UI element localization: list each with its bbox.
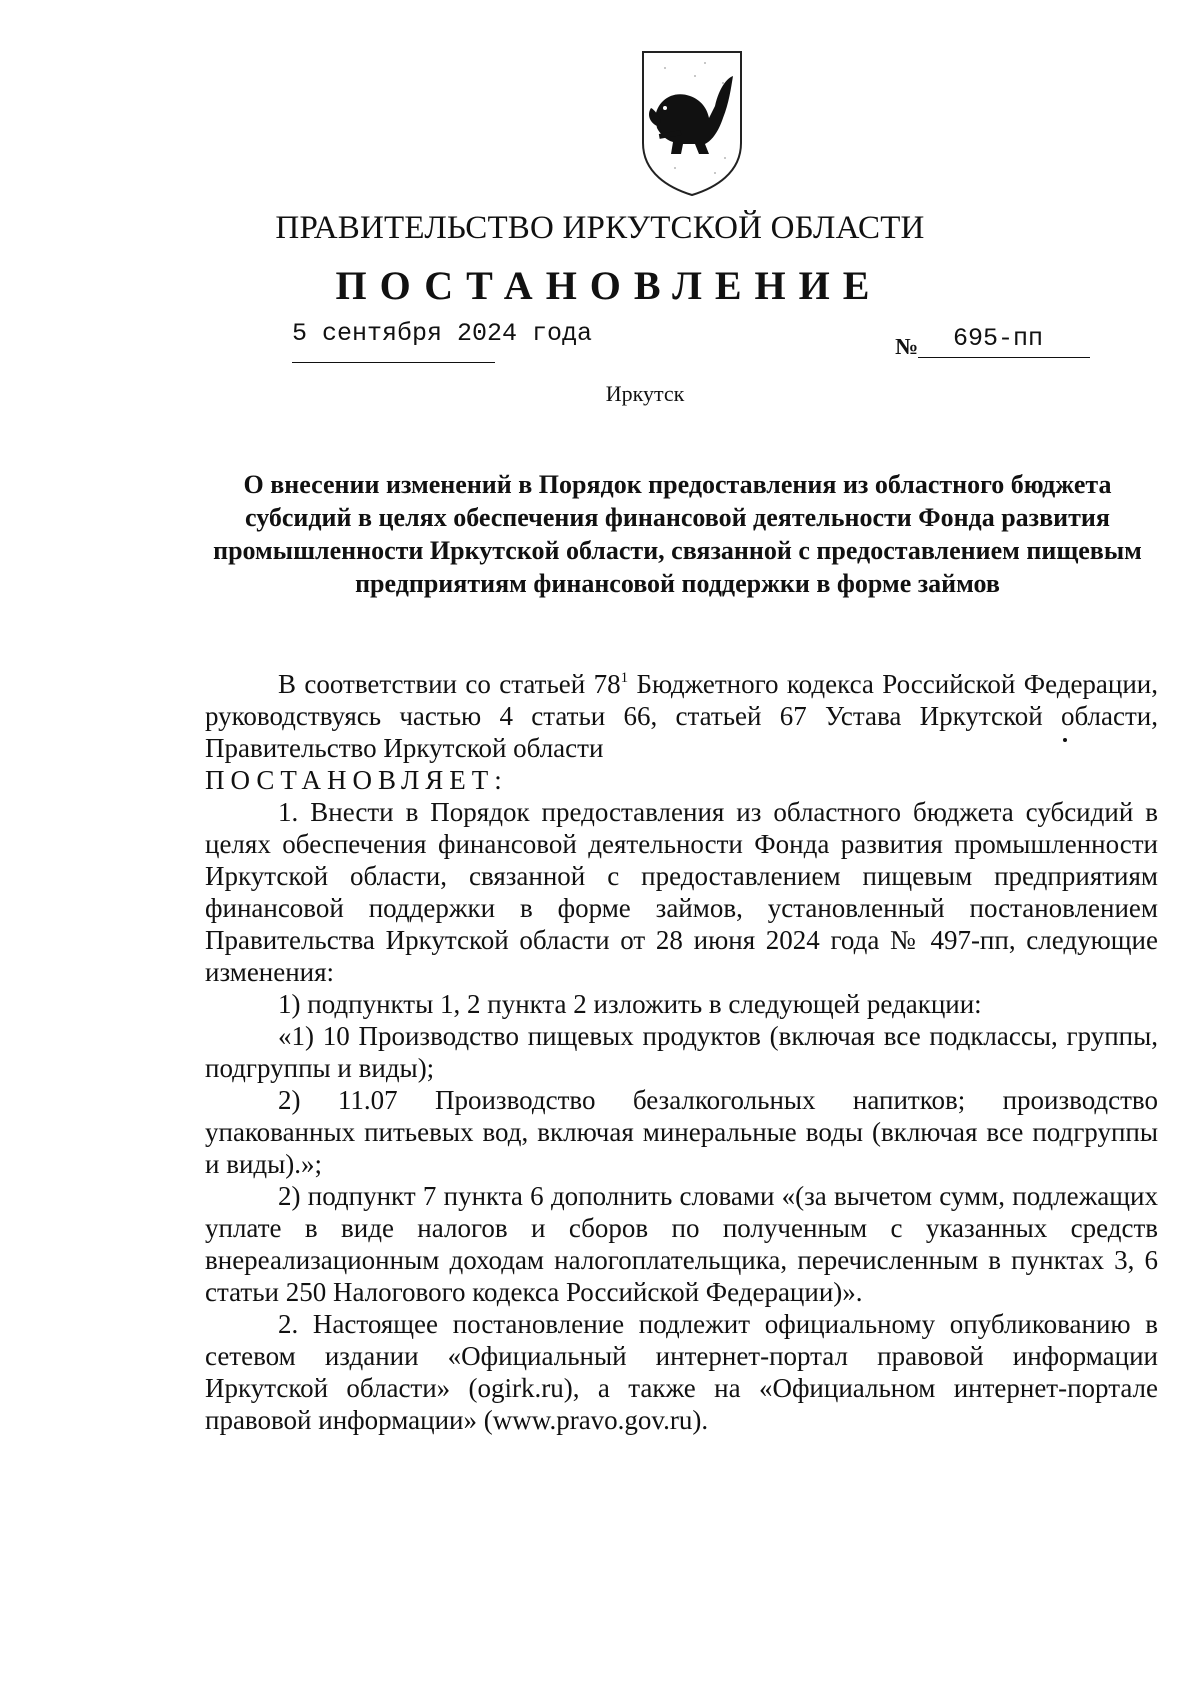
resolves-heading: ПОСТАНОВЛЯЕТ: [205,765,508,795]
document-title: О внесении изменений в Порядок предоставления из областного бюджета субсидий в целях обеспечения финансовой деятельности Фонда развития промышленности Иркутской области, связанной с предоставлением пищевым предприятиям финансовой поддержки в форме займов [213,470,1142,598]
government-name: ПРАВИТЕЛЬСТВО ИРКУТСКОЙ ОБЛАСТИ [275,210,925,246]
subparagraph-1-item-2: 2) 11.07 Производство безалкогольных напитков; производство упакованных питьевых вод, включая минеральные воды (включая все подгруппы и виды).»; [205,1085,1158,1179]
subparagraph-1: 1) подпункты 1, 2 пункта 2 изложить в следующей редакции: [278,989,982,1019]
document-date: 5 сентября 2024 года [292,319,593,348]
subparagraph-2: 2) подпункт 7 пункта 6 дополнить словами «(за вычетом сумм, подлежащих уплате в виде налогов и сборов по полученным с указанных средств внереализационным доходам налогоплательщика, перечисленным в пунктах 3, 6 статьи 250 Налогового кодекса Российской Федерации)». [205,1181,1158,1307]
number-underline [918,357,1090,358]
document-body [205,668,1158,1436]
document-type: ПОСТАНОВЛЕНИЕ [335,263,883,308]
preamble-end: Бюджетного кодекса Российской Федерации, руководствуясь частью 4 статьи 66, статьей 67 Устава Иркутской области, Правительство Иркутской области [205,669,1159,763]
date-underline [292,362,495,363]
article-superscript: 1 [620,670,629,686]
paragraph-1: 1. Внести в Порядок предоставления из областного бюджета субсидий в целях обеспечения финансовой деятельности Фонда развития промышленности Иркутской области, связанной с предоставлением пищевым предприятиям финансовой поддержки в форме займов, установленный постановлением Правительства Иркутской области от 28 июня 2024 года № 497-пп, следующие изменения: [205,797,1158,987]
city: Иркутск [605,381,685,406]
preamble [205,668,1158,764]
irkutsk-coat-of-arms-icon [635,48,749,198]
preamble-start: В соответствии со статьей 78 [278,669,621,699]
scan-speck [1063,738,1067,742]
subparagraph-1-item-1: «1) 10 Производство пищевых продуктов (включая все подклассы, группы, подгруппы и виды); [205,1021,1158,1083]
number-sign: № [895,334,919,359]
paragraph-2: 2. Настоящее постановление подлежит официальному опубликованию в сетевом издании «Официальный интернет-портал правовой информации Иркутской области» (ogirk.ru), а также на «Официальном интернет-портале правовой информации» (www.pravo.gov.ru). [205,1309,1158,1435]
document-number: 695-пп [953,324,1044,353]
